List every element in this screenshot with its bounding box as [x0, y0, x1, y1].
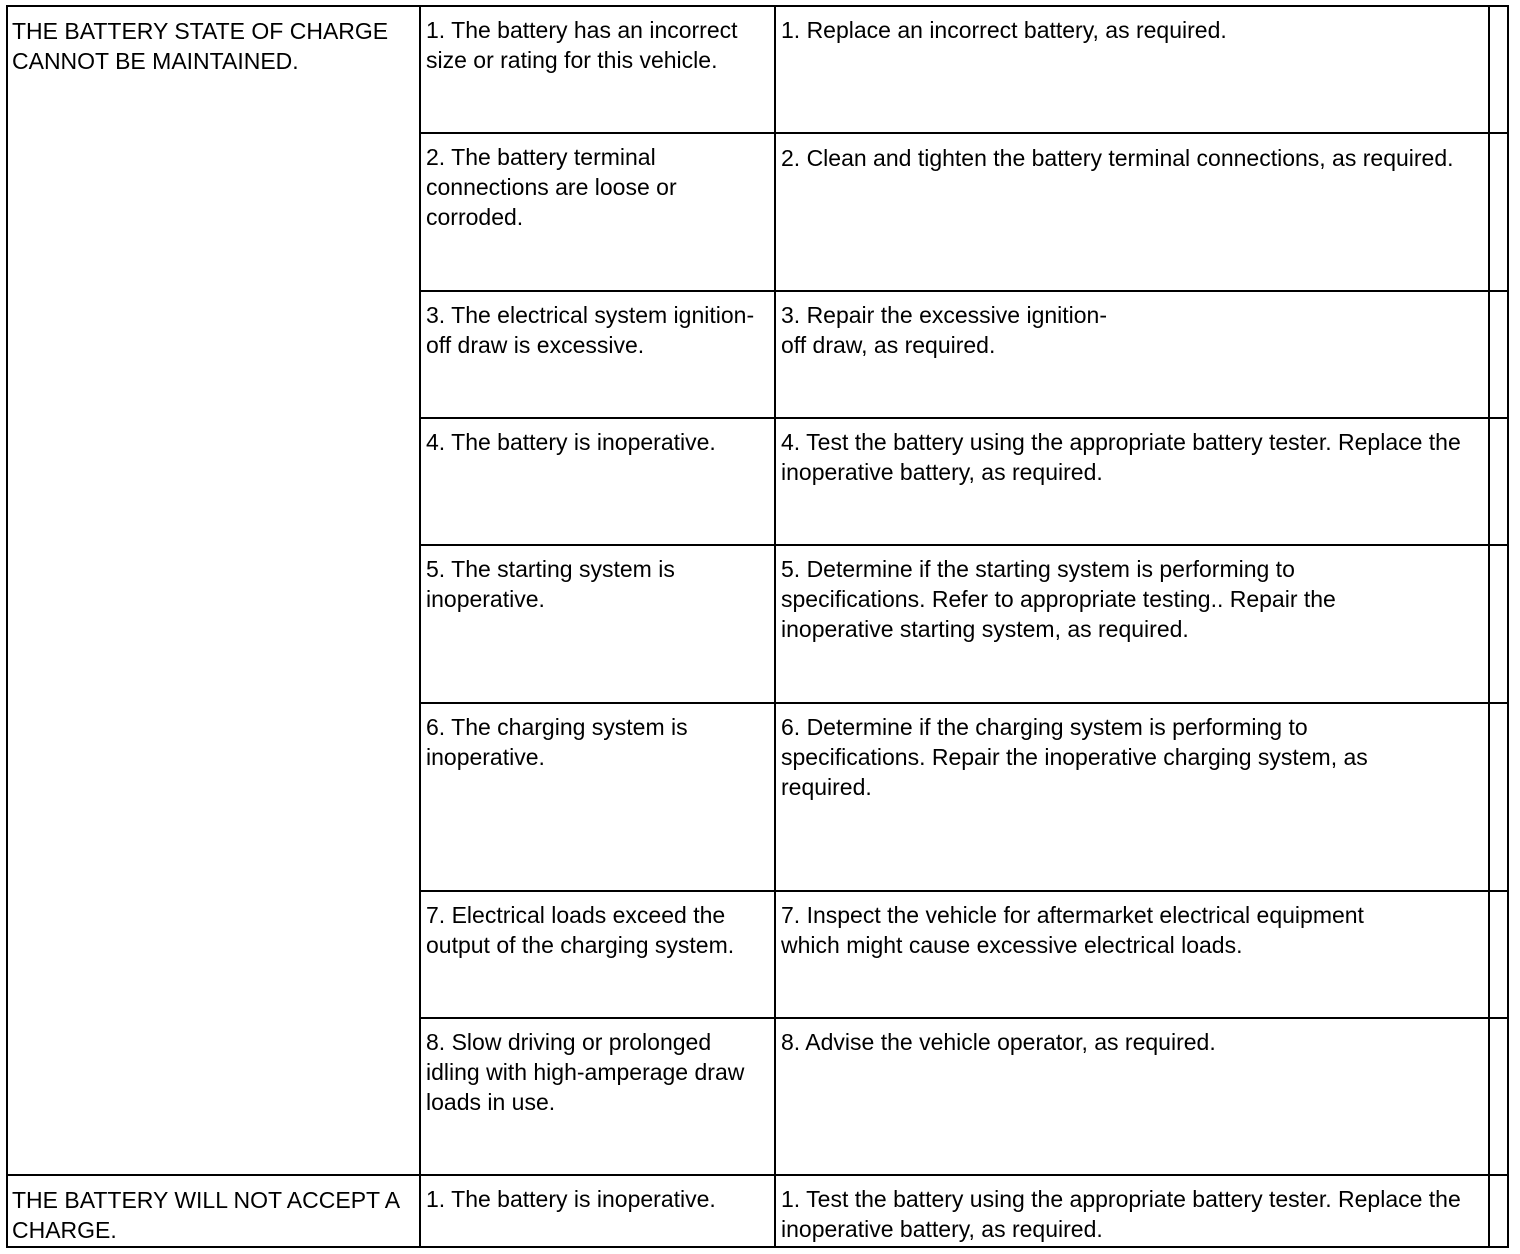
cause-cell [420, 6, 775, 133]
table-row [7, 1175, 1508, 1247]
correction-text: 4. Test the battery using the appropriate battery tester. Replace the inoperative battery, as required. [781, 429, 1461, 485]
cause-text: 3. The electrical system ignition-off draw is excessive. [426, 302, 755, 358]
cause-cell [420, 133, 775, 291]
condition-cell [7, 6, 420, 1175]
condition-cell [7, 1175, 420, 1247]
correction-text: 1. Replace an incorrect battery, as required. [781, 17, 1227, 43]
cause-text: 7. Electrical loads exceed the output of the charging system. [426, 902, 735, 958]
correction-cell [775, 891, 1489, 1018]
edge-cell [1489, 6, 1508, 133]
correction-cell [775, 133, 1489, 291]
correction-text: 2. Clean and tighten the battery terminal connections, as required. [781, 145, 1454, 171]
correction-text: 3. Repair the excessive ignition-off draw, as required. [781, 302, 1107, 358]
cause-text: 1. The battery is inoperative. [426, 1186, 716, 1212]
correction-cell [775, 1018, 1489, 1175]
cause-cell [420, 1018, 775, 1175]
correction-cell [775, 418, 1489, 545]
correction-text: 6. Determine if the charging system is performing to specifications. Repair the inoperative charging system, as required. [781, 714, 1368, 800]
correction-cell [775, 1175, 1489, 1247]
cause-text: 6. The charging system is inoperative. [426, 714, 688, 770]
condition-text: THE BATTERY STATE OF CHARGE CANNOT BE MAINTAINED. [12, 18, 389, 74]
edge-cell [1489, 291, 1508, 418]
cause-text: 8. Slow driving or prolonged idling with high-amperage draw loads in use. [426, 1029, 745, 1115]
correction-cell [775, 703, 1489, 891]
cause-text: 1. The battery has an incorrect size or rating for this vehicle. [426, 17, 738, 73]
cause-cell [420, 418, 775, 545]
correction-text: 8. Advise the vehicle operator, as required. [781, 1029, 1216, 1055]
edge-cell [1489, 1175, 1508, 1247]
cause-text: 4. The battery is inoperative. [426, 429, 716, 455]
correction-cell [775, 6, 1489, 133]
cause-cell [420, 891, 775, 1018]
edge-cell [1489, 703, 1508, 891]
cause-cell [420, 545, 775, 703]
edge-cell [1489, 1018, 1508, 1175]
cause-cell [420, 1175, 775, 1247]
edge-cell [1489, 133, 1508, 291]
cause-text: 5. The starting system is inoperative. [426, 556, 675, 612]
correction-text: 1. Test the battery using the appropriate battery tester. Replace the inoperative battery, as required. [781, 1186, 1461, 1242]
cause-cell [420, 291, 775, 418]
edge-cell [1489, 891, 1508, 1018]
correction-cell [775, 291, 1489, 418]
edge-cell [1489, 545, 1508, 703]
cause-cell [420, 703, 775, 891]
correction-text: 7. Inspect the vehicle for aftermarket electrical equipment which might cause excessive electrical loads. [781, 902, 1364, 958]
table-row [7, 6, 1508, 133]
edge-cell [1489, 418, 1508, 545]
correction-cell [775, 545, 1489, 703]
diagnosis-table [6, 5, 1509, 1248]
condition-text: THE BATTERY WILL NOT ACCEPT A CHARGE. [12, 1187, 399, 1243]
cause-text: 2. The battery terminal connections are loose or corroded. [426, 144, 677, 230]
correction-text: 5. Determine if the starting system is performing to specifications. Refer to appropriate testing.. Repair the inoperative starting system, as required. [781, 556, 1336, 642]
